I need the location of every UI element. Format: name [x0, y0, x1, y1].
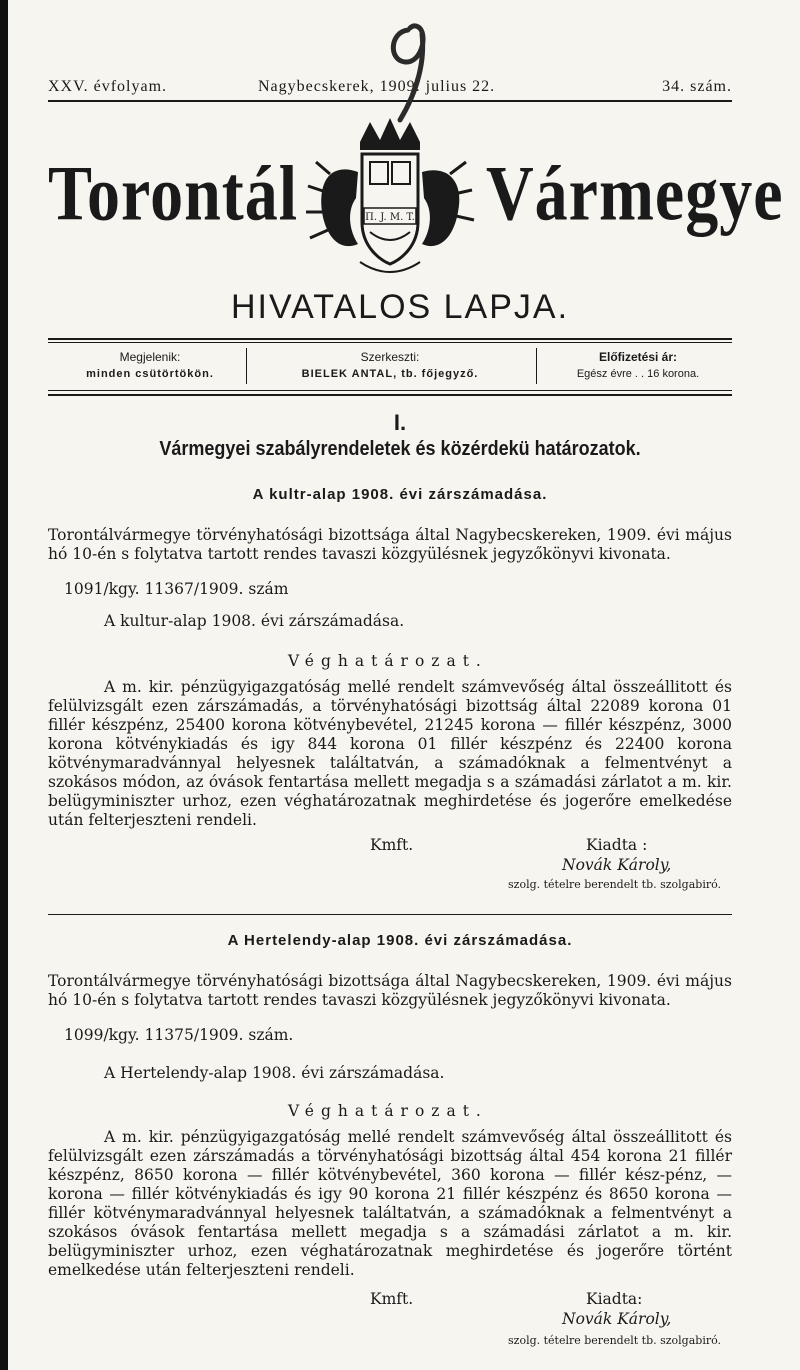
editor-value: BIELEK ANTAL, tb. főjegyző.	[301, 368, 479, 380]
info-rule-bottom	[48, 390, 732, 391]
binding-edge	[0, 0, 8, 1370]
masthead-subtitle: HIVATALOS LAPJA.	[230, 288, 570, 326]
article1-signer-title: szolg. tételre berendelt tb. szolgabiró.	[508, 878, 722, 891]
info-rule-top-2	[48, 342, 732, 343]
masthead-title-right: Vármegye	[486, 151, 784, 238]
info-rule-bottom-2	[48, 394, 732, 396]
article2-kmft: Kmft.	[370, 1290, 414, 1308]
article2-intro: Torontálvármegye törvényhatósági bizottsága által Nagybecskereken, 1909. évi május hó 10-én s folytatva tartott rendes tavaszi közgyülésnek jegyzőkönyvi kivonata.	[48, 972, 732, 1009]
masthead-title-left: Torontál	[48, 151, 299, 238]
editor-label: Szerkeszti:	[360, 350, 420, 364]
article2-subject: A Hertelendy-alap 1908. évi zárszámadása.	[104, 1064, 445, 1082]
article1-decision-heading: Véghatározat.	[288, 652, 488, 670]
info-divider-2	[536, 348, 537, 384]
price-value: Egész évre . . 16 korona.	[576, 368, 700, 380]
article2-signer-title: szolg. tételre berendelt tb. szolgabiró.	[508, 1334, 722, 1347]
article1-kmft: Kmft.	[370, 836, 414, 854]
article1-title: A kultr-alap 1908. évi zárszámadása.	[252, 486, 548, 503]
section-title: Vármegyei szabályrendeletek és közérdekü határozatok.	[159, 438, 641, 460]
appears-value: minden csütörtökön.	[86, 368, 214, 380]
article2-body: A m. kir. pénzügyigazgatóság mellé rendelt számvevőség által összeállitott és felülvizsgált ezen zárszámadás a törvényhatósági bizottság által 454 korona 21 fillér készpénz, 8650 korona — fillér kötvénybevétel, 360 korona — fillér kész-pénz, — korona — fillér kötvénykiadás és igy 90 korona 21 fillér készpénz és 8650 korona — fillér kötvénymaradvánnyal helyesnek találtatván, a számadóknak a felmentvényt a szokásos óvások fentartása mellett megadja s a számadási zárlatot a m. kir. belügyminiszter urhoz, ezen véghatározatnak meghirdetése és jogerőre történt emelkedése után felterjeszteni rendeli.	[48, 1128, 732, 1279]
article2-ref: 1099/kgy. 11375/1909. szám.	[64, 1026, 294, 1044]
info-editor	[260, 350, 520, 380]
info-rule-top	[48, 338, 732, 340]
info-divider-1	[246, 348, 247, 384]
info-appears	[60, 350, 240, 380]
article-separator	[48, 914, 732, 915]
info-price	[548, 350, 728, 380]
price-label: Előfizetési ár:	[598, 350, 678, 364]
section-number: I.	[393, 410, 407, 435]
volume-text: XXV. évfolyam.	[48, 78, 168, 95]
place-date-text: Nagybecskerek, 1909. julius 22.	[258, 78, 496, 95]
article2-signer: Novák Károly,	[562, 1310, 672, 1328]
article2-decision-heading: Véghatározat.	[288, 1102, 488, 1120]
article1-ref: 1091/kgy. 11367/1909. szám	[64, 580, 289, 598]
coat-of-arms-icon	[300, 112, 480, 282]
article1-issued: Kiadta :	[586, 836, 648, 854]
article1-subject: A kultur-alap 1908. évi zárszámadása.	[104, 612, 405, 630]
article2-title: A Hertelendy-alap 1908. évi zárszámadása.	[227, 932, 573, 949]
article1-intro: Torontálvármegye törvényhatósági bizottsága által Nagybecskereken, 1909. évi május hó 10-én s folytatva tartott rendes tavaszi közgyülésnek jegyzőkönyvi kivonata.	[48, 526, 732, 563]
article1-signer: Novák Károly,	[562, 856, 672, 874]
crest-text: П. J. M. T.	[365, 212, 415, 223]
article2-issued: Kiadta:	[586, 1290, 643, 1308]
article1-body: A m. kir. pénzügyigazgatóság mellé rendelt számvevőség által összeállitott és felülvizsgált ezen zárszámadás, a törvényhatósági bizottság által 22089 korona 01 fillér készpénz, 25400 korona kötvénybevétel, 21245 korona — fillér készpénz, 3000 korona kötvénykiadás és igy 844 korona 01 fillér készpénz és 22400 korona kötvénymaradvánnyal helyesnek találtatván, a számadóknak a felmentvényt a szokásos módon, az óvások fentartása mellett megadja s a számadási zárlatot a m. kir. belügyminiszter urhoz, ezen véghatározatnak meghirdetése és jogerőre emelkedése után felterjeszteni rendeli.	[48, 678, 732, 829]
appears-label: Megjelenik:	[119, 350, 181, 364]
issue-number-text: 34. szám.	[662, 78, 732, 95]
